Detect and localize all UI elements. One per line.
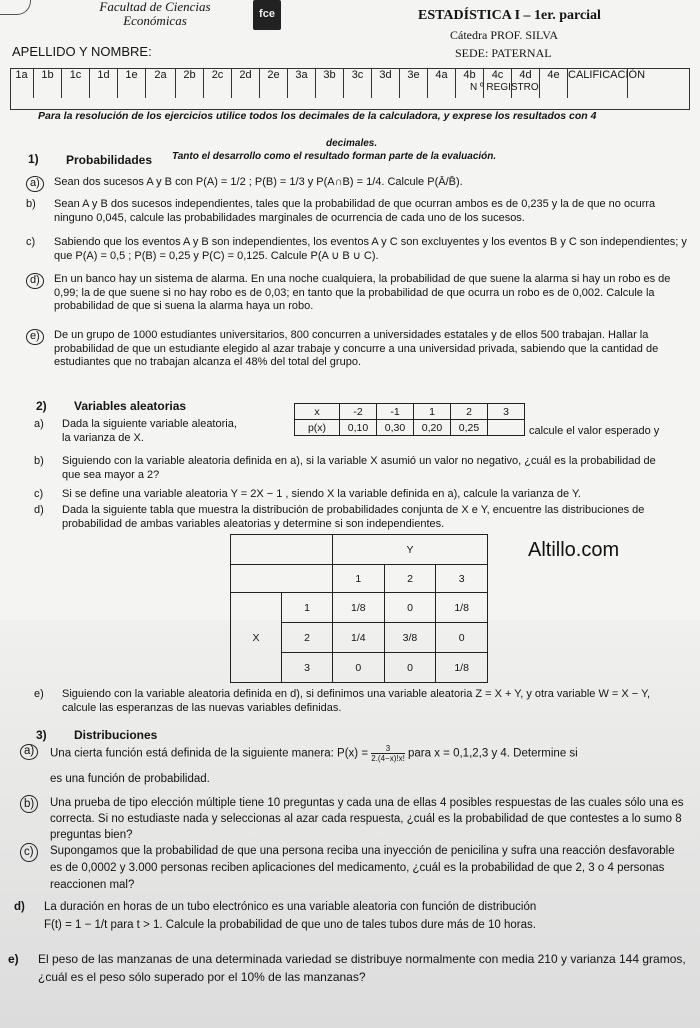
question-3e bbox=[8, 950, 688, 986]
question-3c bbox=[24, 843, 686, 894]
grading-code: 2c bbox=[204, 68, 232, 98]
text-3b: Una prueba de tipo elección múltiple tiene 10 preguntas y cada una de ellas 4 posibles respuestas de las cuales sólo una es correcta. Si no estudiaste nada y seleccionas al azar cada respuesta, ¿cuál es la probabilidad de que contestes a lo sumo 8 preguntas bien? bbox=[50, 797, 684, 841]
grading-code: 3b bbox=[316, 68, 344, 98]
vtable-x-cell: -1 bbox=[377, 404, 414, 420]
label-1a: a) bbox=[26, 176, 44, 192]
joint-cell: 1/4 bbox=[333, 623, 385, 653]
joint-x-label: X bbox=[231, 593, 282, 683]
joint-x-value: 2 bbox=[282, 623, 333, 653]
label-3a: a) bbox=[20, 744, 38, 760]
fce-logo: fce bbox=[253, 0, 281, 30]
joint-y-value: 3 bbox=[436, 565, 488, 593]
catedra: Cátedra PROF. SILVA bbox=[450, 28, 559, 42]
joint-corner-2 bbox=[231, 565, 333, 593]
grading-code: 1a bbox=[10, 68, 34, 98]
question-3b bbox=[24, 795, 686, 843]
grading-code: 3e bbox=[400, 68, 428, 98]
joint-cell: 0 bbox=[384, 593, 436, 623]
apellido-label: APELLIDO Y NOMBRE: bbox=[12, 44, 152, 59]
vtable-p-cell: 0,25 bbox=[451, 420, 488, 436]
text-2a-pre: Dada la siguiente variable aleatoria, bbox=[62, 418, 237, 430]
grading-code: 1d bbox=[90, 68, 118, 98]
grading-code: 1e bbox=[118, 68, 146, 98]
vtable-x-cell: 3 bbox=[488, 404, 525, 420]
label-1d: d) bbox=[26, 273, 44, 289]
vtable-x-label: x bbox=[295, 404, 340, 420]
fraction-3a-den: 2.(4−x)!x! bbox=[371, 754, 405, 763]
text-1b: Sean A y B dos sucesos independientes, tales que la probabilidad de que ocurran ambos es de 0,235 y la de que no ocurra ninguno 0,045, calcule las probabilidades marginales de ocurrencia de cada uno de los sucesos. bbox=[54, 198, 656, 224]
section-2-number: 2) bbox=[36, 399, 47, 413]
text-2a-line2: la varianza de X. bbox=[62, 431, 144, 444]
text-2c: Si se define una variable aleatoria Y = 2X − 1 , siendo X la variable definida en a), calcule la varianza de Y. bbox=[62, 488, 581, 500]
label-3b: b) bbox=[20, 795, 38, 813]
grading-code: 4c bbox=[484, 68, 512, 98]
registro-label: N º REGISTRO bbox=[470, 82, 539, 93]
text-3d-line2: F(t) = 1 − 1/t para t > 1. Calcule la probabilidad de que uno de tales tubos dure más de 10 horas. bbox=[44, 919, 536, 931]
text-2d: Dada la siguiente tabla que muestra la distribución de probabilidades conjunta de X e Y, encuentre las distribuciones de probabilidad de ambas variables aleatorias y determine si son independientes. bbox=[62, 504, 645, 530]
label-2a: a) bbox=[34, 418, 44, 430]
grading-code: 1b bbox=[34, 68, 62, 98]
grading-code: 2d bbox=[232, 68, 260, 98]
watermark: Altillo.com bbox=[528, 539, 620, 561]
grading-code: 3c bbox=[344, 68, 372, 98]
joint-cell: 3/8 bbox=[384, 623, 436, 653]
joint-x-value: 3 bbox=[282, 653, 333, 683]
text-3a-line2: es una función de probabilidad. bbox=[50, 773, 210, 785]
grading-code: 1c bbox=[62, 68, 90, 98]
vtable-x-cell: 2 bbox=[451, 404, 488, 420]
section-3-title: Distribuciones bbox=[74, 728, 158, 742]
question-3a bbox=[24, 744, 690, 787]
instructions-line-1: Para la resolución de los ejercicios utilice todos los decimales de la calculadora, y exprese los resultados con 4 bbox=[38, 110, 597, 122]
variable-table bbox=[294, 403, 525, 436]
grading-code: 2b bbox=[176, 68, 204, 98]
university-seal-icon bbox=[0, 0, 31, 15]
sede: SEDE: PATERNAL bbox=[455, 46, 552, 60]
vtable-p-cell: 0,20 bbox=[414, 420, 451, 436]
joint-table bbox=[230, 534, 488, 683]
section-3-number: 3) bbox=[36, 728, 47, 742]
text-1a: Sean dos sucesos A y B con P(A) = 1/2 ; P(B) = 1/3 y P(A∩B) = 1/4. Calcule P(Ā/B̄). bbox=[54, 176, 463, 188]
grading-code: 3a bbox=[288, 68, 316, 98]
text-3e: El peso de las manzanas de una determinada variedad se distribuye normalmente con media 210 y varianza 144 gramos, ¿cuál es el peso sólo superado por el 10% de las manzanas? bbox=[38, 952, 686, 984]
grading-code: 2a bbox=[146, 68, 176, 98]
label-2c: c) bbox=[34, 488, 44, 500]
question-1a bbox=[30, 176, 694, 190]
label-1b: b) bbox=[26, 198, 36, 210]
grading-code: 2e bbox=[260, 68, 288, 98]
text-1d: En un banco hay un sistema de alarma. En una noche cualquiera, la probabilidad de que suene la alarma si hay un robo es de 0,99; la de que suene si no hay robo es de 0,03; en tanto que la probabilidad de que ocurra un robo es de 0,002. Calcule la probabilidad de que si suena la alarma haya un robo. bbox=[54, 273, 671, 312]
grading-code: 3d bbox=[372, 68, 400, 98]
joint-cell: 0 bbox=[436, 623, 488, 653]
joint-corner bbox=[231, 535, 333, 565]
fraction-3a-num: 3 bbox=[371, 744, 405, 754]
faculty-name bbox=[75, 0, 235, 28]
joint-cell: 1/8 bbox=[436, 653, 488, 683]
text-2b: Siguiendo con la variable aleatoria definida en a), si la variable X asumió un valor no negativo, ¿cuál es la probabilidad de que sea mayor a 2? bbox=[62, 455, 656, 481]
text-1e: De un grupo de 1000 estudiantes universitarios, 800 concurren a universidades estatales y de ellos 500 trabajan. Hallar la probabilidad de que un estudiante elegido al azar trabaje y concurre a una universidad privada, sabiendo que la cantidad de estudiantes que no trabajan alcanza el 48% del total del grupo. bbox=[54, 329, 659, 368]
question-1c bbox=[26, 236, 694, 263]
faculty-line-1: Facultad de Ciencias bbox=[99, 0, 211, 14]
label-1e: e) bbox=[26, 329, 44, 345]
question-1e bbox=[30, 329, 694, 370]
text-1c: Sabiendo que los eventos A y B son independientes, los eventos A y C son excluyentes y los eventos B y C son independientes; y que P(A) = 0,5 ; P(B) = 0,25 y P(C) = 0,125. Calcule P(A ∪ B ∪ C). bbox=[54, 236, 687, 262]
label-2e: e) bbox=[34, 688, 44, 700]
vtable-p-cell: 0,30 bbox=[377, 420, 414, 436]
question-3d bbox=[14, 898, 684, 934]
question-2d bbox=[34, 504, 672, 531]
vtable-p-label: p(x) bbox=[295, 420, 340, 436]
text-3c: Supongamos que la probabilidad de que una persona reciba una inyección de penicilina y sufra una reacción desfavorable es de 0,0002 y 3.000 personas reciben aplicaciones del medicamento, ¿cuál es la probabilidad de que 2, 3 o 4 personas reaccionen mal? bbox=[50, 845, 675, 891]
question-1d bbox=[30, 273, 694, 314]
text-3a-pre: Una cierta función está definida de la siguiente manera: P(x) = bbox=[50, 747, 369, 760]
instructions-line-3: Tanto el desarrollo como el resultado forman parte de la evaluación. bbox=[172, 151, 497, 162]
vtable-p-cell bbox=[488, 420, 525, 436]
joint-y-label: Y bbox=[333, 535, 488, 565]
vtable-p-cell: 0,10 bbox=[340, 420, 377, 436]
question-1b bbox=[26, 198, 694, 225]
text-3a-post: para x = 0,1,2,3 y 4. Determine si bbox=[408, 747, 578, 760]
joint-y-value: 1 bbox=[333, 565, 385, 593]
text-2a-post: calcule el valor esperado y bbox=[529, 425, 660, 437]
question-2a bbox=[34, 418, 292, 445]
section-1-title: Probabilidades bbox=[66, 153, 153, 167]
vtable-x-cell: -2 bbox=[340, 404, 377, 420]
label-3c: c) bbox=[20, 843, 38, 862]
vtable-x-cell: 1 bbox=[414, 404, 451, 420]
label-3d: d) bbox=[14, 901, 25, 913]
grading-code: 4b bbox=[456, 68, 484, 98]
label-1c: c) bbox=[26, 236, 36, 248]
grading-code: 4d bbox=[512, 68, 540, 98]
grading-code: 4a bbox=[428, 68, 456, 98]
joint-cell: 0 bbox=[384, 653, 436, 683]
text-3d-line1: La duración en horas de un tubo electrónico es una variable aleatoria con función de distribución bbox=[44, 901, 537, 913]
grading-code: 4e bbox=[540, 68, 568, 98]
joint-cell: 1/8 bbox=[436, 593, 488, 623]
question-2b bbox=[34, 455, 672, 482]
instructions-line-2: decimales. bbox=[326, 138, 378, 149]
faculty-line-2: Económicas bbox=[123, 13, 187, 28]
joint-y-value: 2 bbox=[384, 565, 436, 593]
question-2c bbox=[34, 488, 672, 502]
label-3e: e) bbox=[8, 952, 19, 966]
text-2e: Siguiendo con la variable aleatoria definida en d), si definimos una variable aleatoria Z = X + Y, y otra variable W = X − Y, calcule las esperanzas de las nuevas variables definidas. bbox=[62, 688, 651, 714]
fraction-3a bbox=[371, 744, 405, 763]
label-2d: d) bbox=[34, 504, 44, 516]
joint-cell: 1/8 bbox=[333, 593, 385, 623]
label-2b: b) bbox=[34, 455, 44, 467]
joint-x-value: 1 bbox=[282, 593, 333, 623]
grading-code: CALIFICACIÓN bbox=[568, 68, 628, 98]
section-2-title: Variables aleatorias bbox=[74, 399, 187, 413]
joint-cell: 0 bbox=[333, 653, 385, 683]
question-2e bbox=[34, 688, 682, 715]
section-1-number: 1) bbox=[28, 152, 39, 166]
exam-title: ESTADÍSTICA I – 1er. parcial bbox=[418, 8, 601, 23]
